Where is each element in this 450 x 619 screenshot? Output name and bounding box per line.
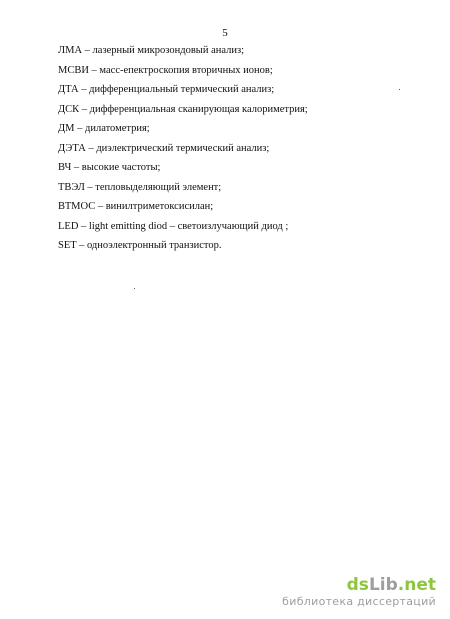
scan-speck (134, 288, 135, 289)
page-number: 5 (222, 27, 228, 39)
watermark (282, 575, 436, 609)
list-item: ЛМА – лазерный микрозондовый анализ; (58, 45, 245, 56)
list-item: ВЧ – высокие частоты; (58, 162, 161, 173)
watermark-subtitle: библиотека диссертаций (282, 595, 436, 608)
watermark-logo-lib: Lib (368, 575, 398, 595)
list-item: SET – одноэлектронный транзистор. (58, 240, 222, 251)
list-item: LED – light emitting diod – светоизлучающий диод ; (58, 220, 289, 232)
scan-speck (399, 89, 400, 90)
list-item: ТВЭЛ – тепловыделяющий элемент; (58, 181, 222, 193)
watermark-logo-ds: ds (346, 575, 369, 595)
watermark-logo (282, 575, 436, 595)
list-item: МСВИ – масс-епектроскопия вторичных ионов; (58, 64, 273, 76)
list-item: ДМ – дилатометрия; (58, 123, 150, 134)
list-item: ДТА – дифференциальный термический анализ; (58, 84, 275, 95)
list-item: ДСК – дифференциальная сканирующая калориметрия; (58, 103, 308, 115)
list-item: ВТМОС – винилтриметоксисилан; (58, 201, 214, 212)
watermark-logo-net: .net (397, 575, 436, 595)
abbreviation-list (58, 44, 428, 259)
list-item: ДЭТА – диэлектрический термический анализ; (58, 142, 270, 154)
